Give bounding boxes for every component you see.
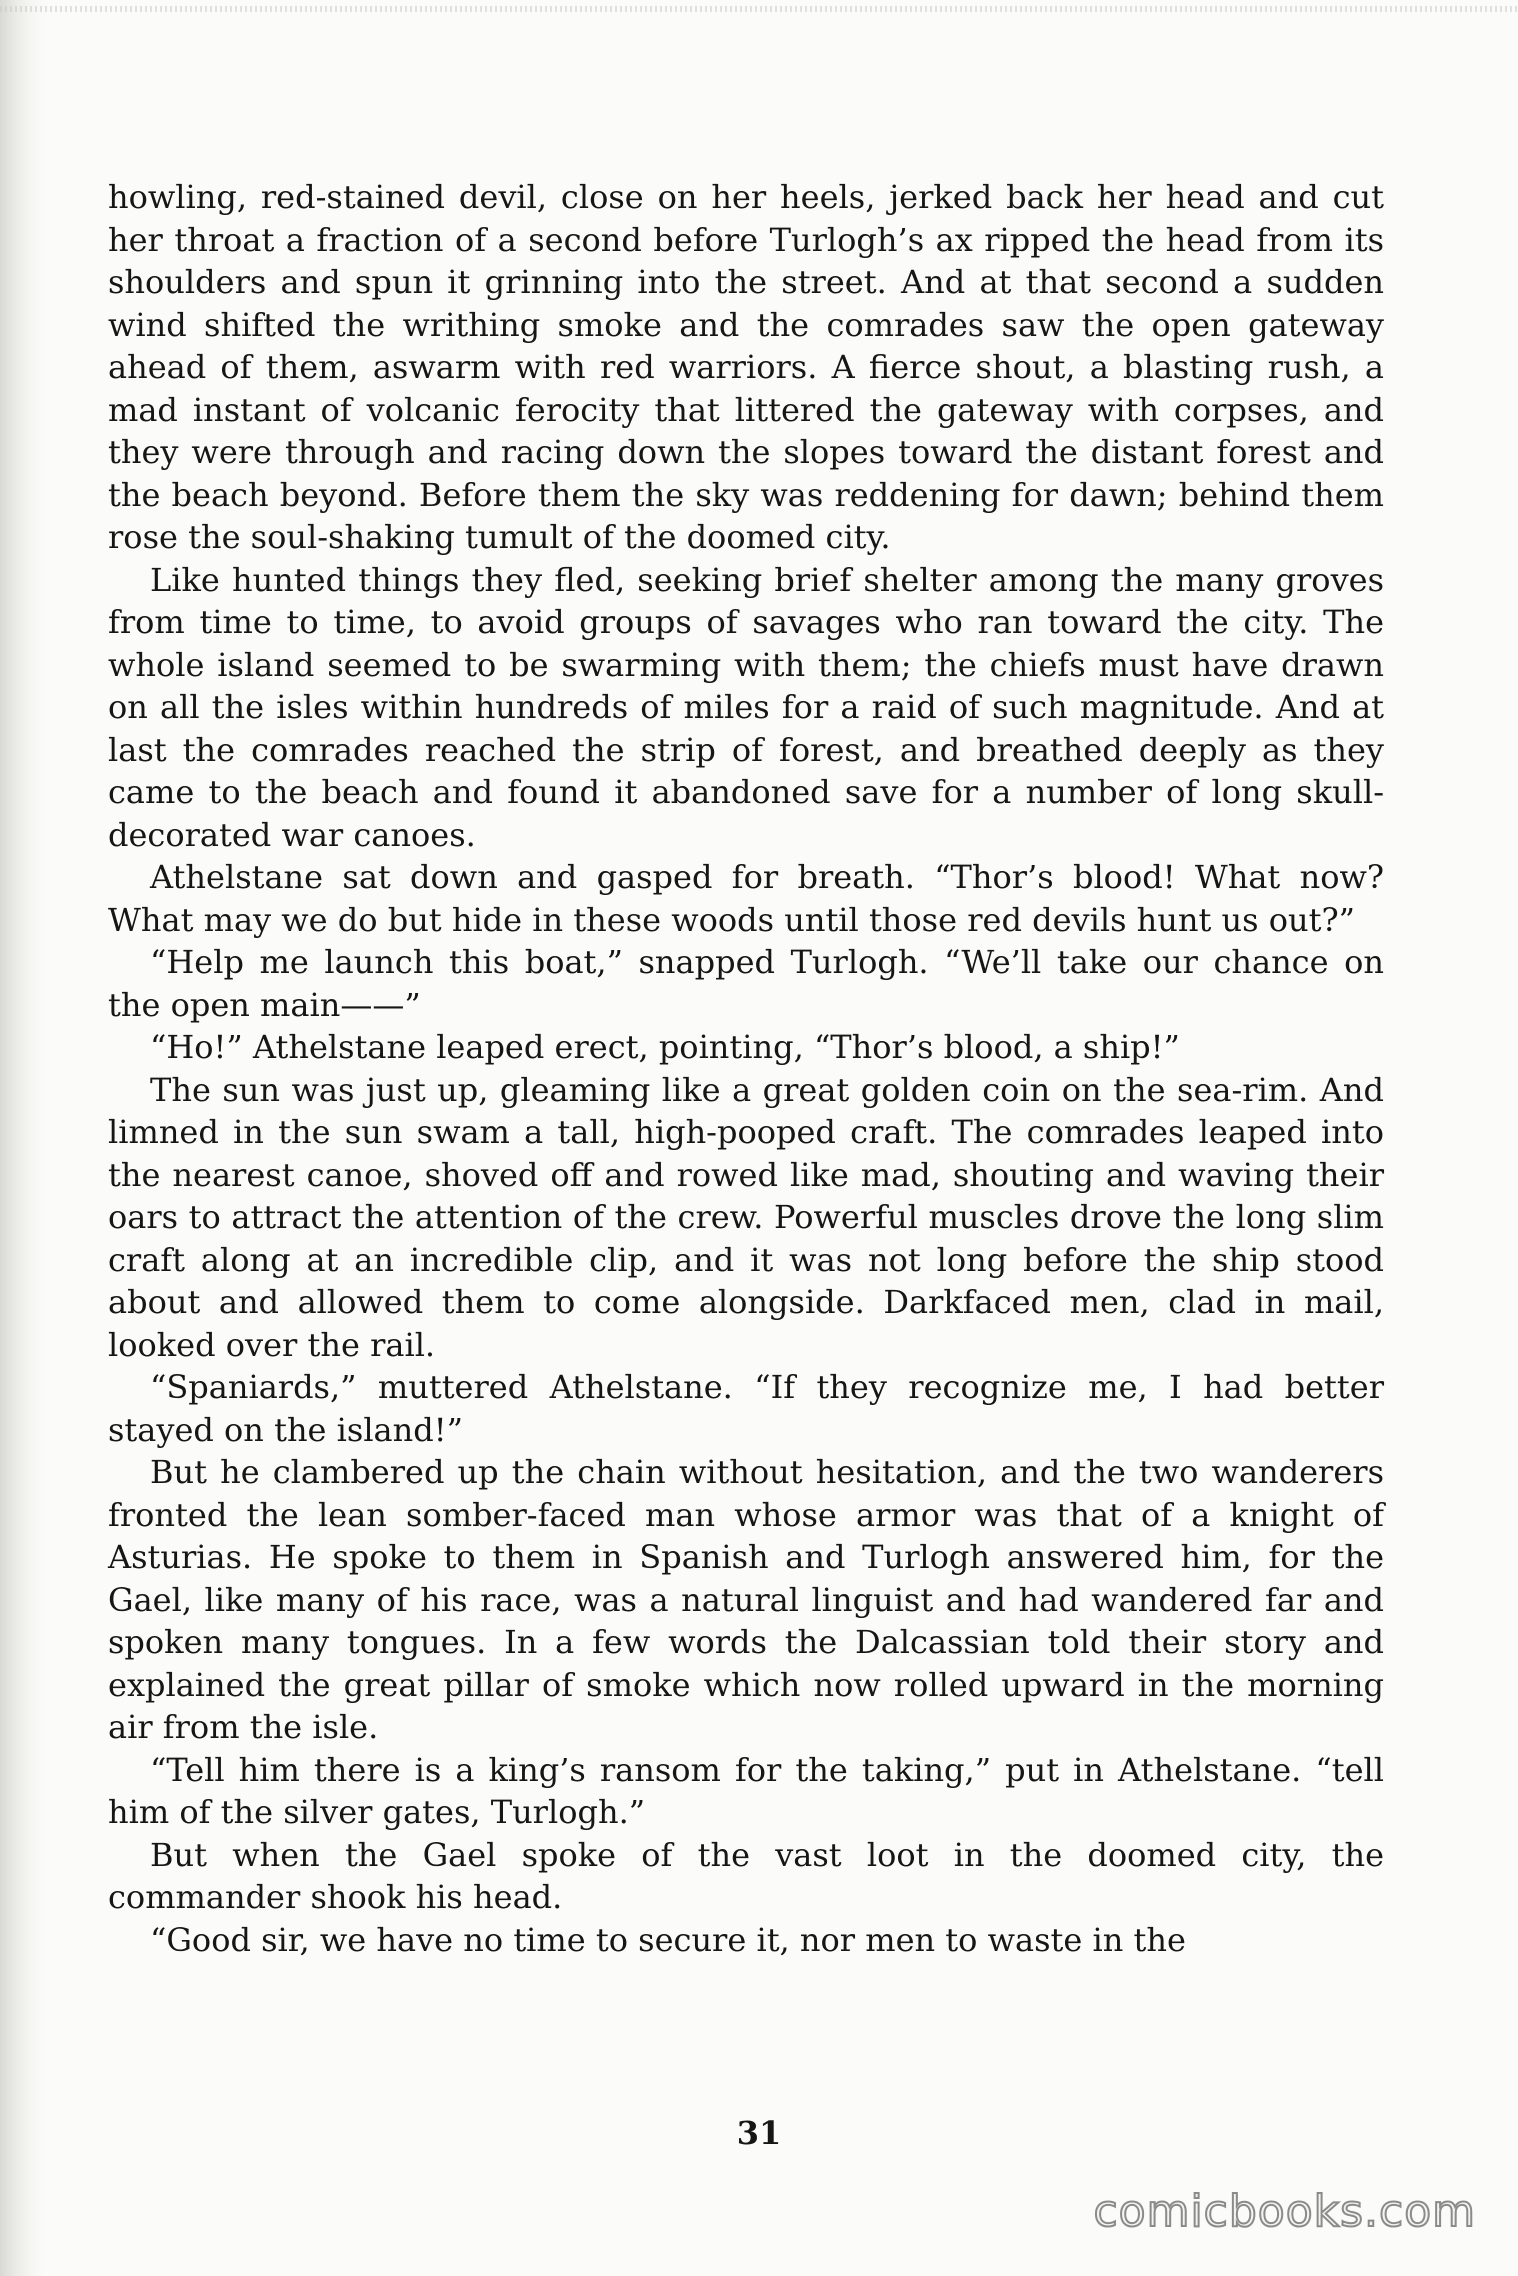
paragraph: “Help me launch this boat,” snapped Turlogh. “We’ll take our chance on the open main——” — [108, 943, 1384, 1024]
page-number: 31 — [736, 2114, 782, 2152]
paragraph: But he clambered up the chain without hesitation, and the two wanderers fronted the lean somber-faced man whose armor was that of a knight of Asturias. He spoke to them in Spanish and Turlogh answered him, for the Gael, like many of his race, was a natural linguist and had wandered far and spoken many tongues. In a few words the Dalcassian told their story and explained the great pillar of smoke which now rolled upward in the morning air from the isle. — [108, 1453, 1384, 1746]
watermark: comicbooks.com — [1093, 2186, 1476, 2237]
page-body-text — [108, 176, 1384, 1961]
paragraph: “Ho!” Athelstane leaped erect, pointing, “Thor’s blood, a ship!” — [150, 1028, 1180, 1066]
scan-binding-shadow — [0, 0, 46, 2276]
scan-top-edge — [0, 6, 1518, 12]
paragraph: Athelstane sat down and gasped for breath. “Thor’s blood! What now? What may we do but hide in these woods until those red devils hunt us out?” — [108, 858, 1384, 939]
paragraph: “Good sir, we have no time to secure it, nor men to waste in the — [150, 1920, 1186, 1959]
paragraph: howling, red-stained devil, close on her heels, jerked back her head and cut her throat a fraction of a second before Turlogh’s ax ripped the head from its shoulders and spun it grinning into the street. And at that second a sudden wind shifted the writhing smoke and the comrades saw the open gateway ahead of them, aswarm with red warriors. A fierce shout, a blasting rush, a mad instant of volcanic ferocity that littered the gateway with corpses, and they were through and racing down the slopes toward the distant forest and the beach beyond. Before them the sky was reddening for dawn; behind them rose the soul-shaking tumult of the doomed city. — [108, 178, 1384, 556]
paragraph: The sun was just up, gleaming like a great golden coin on the sea-rim. And limned in the sun swam a tall, high-pooped craft. The comrades leaped into the nearest canoe, shoved off and rowed like mad, shouting and waving their oars to attract the attention of the crew. Powerful muscles drove the long slim craft along at an incredible clip, and it was not long before the ship stood about and allowed them to come alongside. Darkfaced men, clad in mail, looked over the rail. — [108, 1070, 1384, 1364]
paragraph: Like hunted things they fled, seeking brief shelter among the many groves from time to time, to avoid groups of savages who ran toward the city. The whole island seemed to be swarming with them; the chiefs must have drawn on all the isles within hundreds of miles for a raid of such magnitude. And at last the comrades reached the strip of forest, and breathed deeply as they came to the beach and found it abandoned save for a number of long skull-decorated war canoes. — [108, 560, 1384, 854]
paragraph: But when the Gael spoke of the vast loot in the doomed city, the commander shook his head. — [108, 1835, 1384, 1916]
paragraph: “Spaniards,” muttered Athelstane. “If they recognize me, I had better stayed on the island!” — [108, 1368, 1384, 1449]
paragraph: “Tell him there is a king’s ransom for the taking,” put in Athelstane. “tell him of the silver gates, Turlogh.” — [108, 1750, 1384, 1831]
